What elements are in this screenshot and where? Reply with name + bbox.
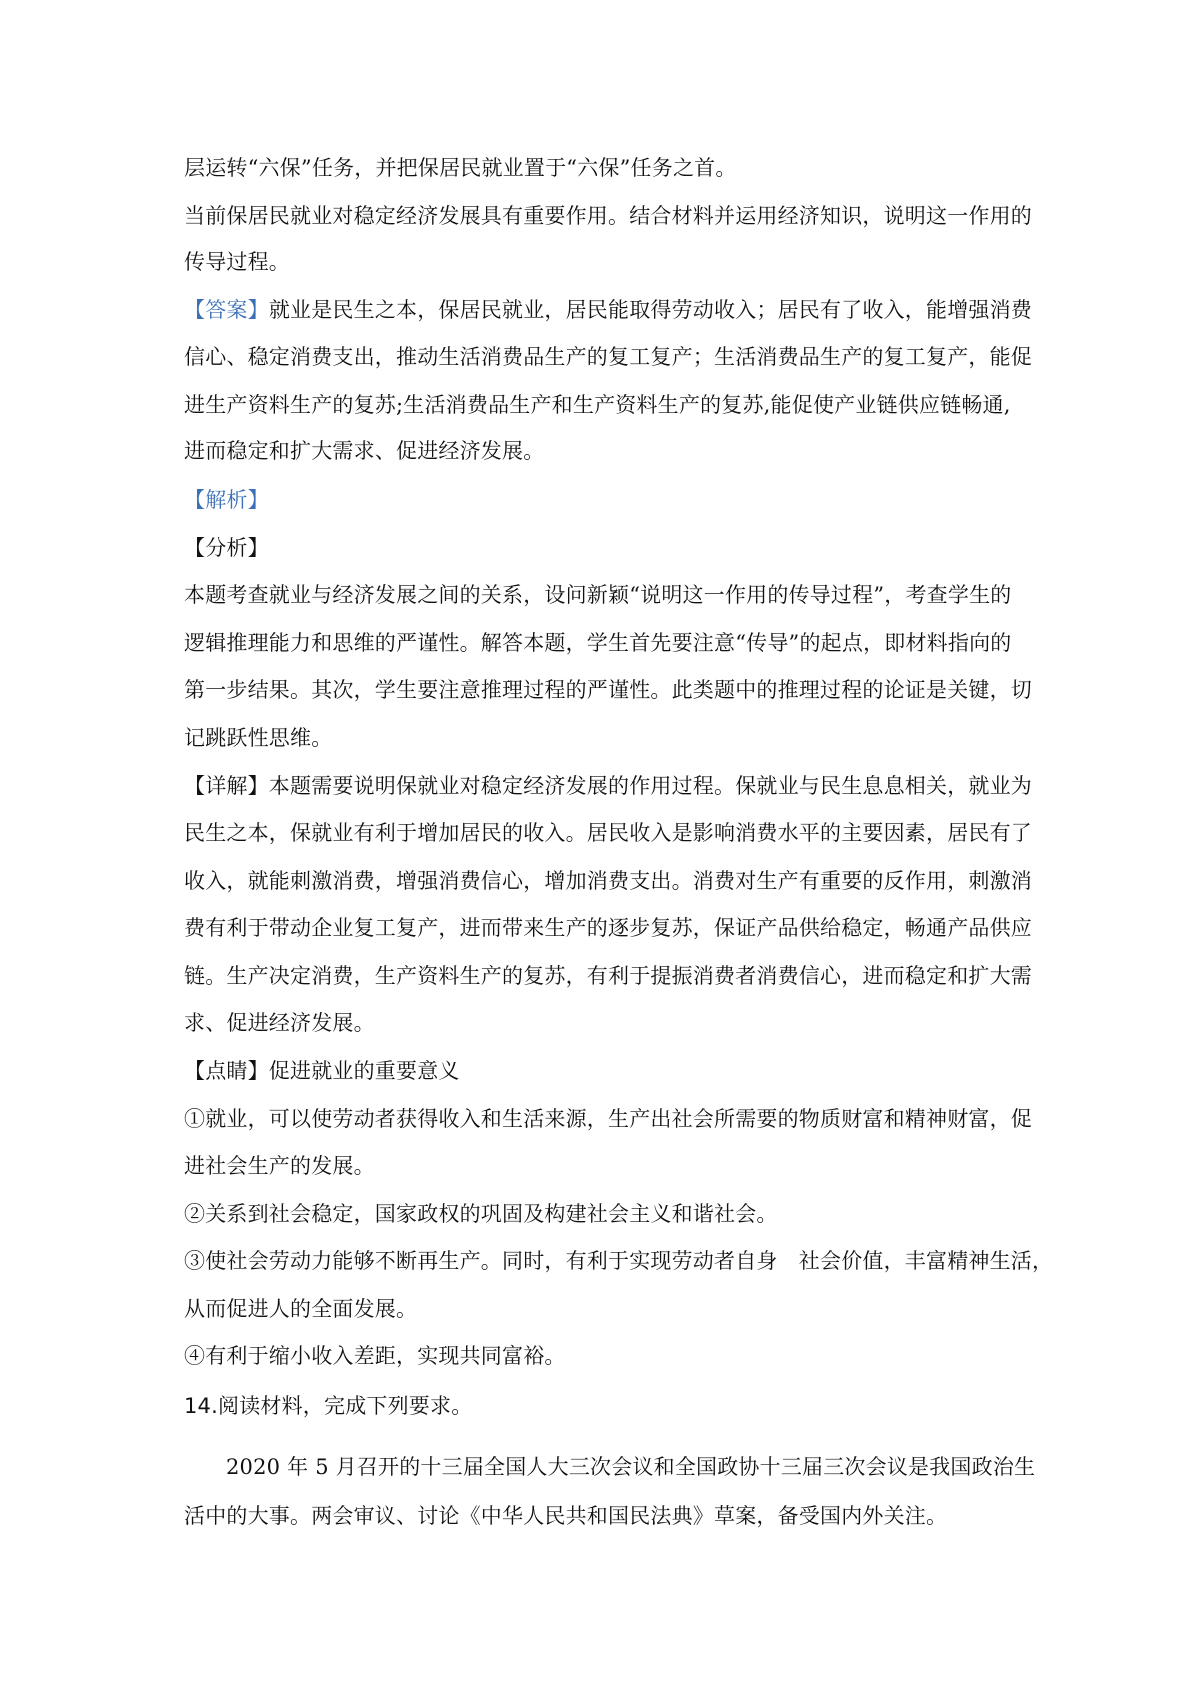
question-number: 14.	[184, 1394, 218, 1418]
text-line-3: 传导过程。	[184, 250, 290, 274]
tip-line-5: 从而促进人的全面发展。	[184, 1297, 418, 1321]
analysis-line-1: 本题考查就业与经济发展之间的关系，设问新颖“说明这一作用的传导过程”，考查学生的	[184, 583, 1012, 607]
answer-label: 【答案】	[184, 298, 269, 322]
text-line-2: 当前保居民就业对稳定经济发展具有重要作用。结合材料并运用经济知识，说明这一作用的	[184, 204, 1032, 228]
detail-line-3: 收入，就能刺激消费，增强消费信心，增加消费支出。消费对生产有重要的反作用，刺激消	[184, 869, 1032, 893]
detail-line-2: 民生之本，保就业有利于增加居民的收入。居民收入是影响消费水平的主要因素，居民有了	[184, 821, 1032, 845]
tip-line-3: ②关系到社会稳定，国家政权的巩固及构建社会主义和谐社会。	[184, 1202, 778, 1226]
tip-heading: 【点睛】促进就业的重要意义	[184, 1059, 460, 1083]
analysis-line-2: 逻辑推理能力和思维的严谨性。解答本题，学生首先要注意“传导”的起点，即材料指向的	[184, 631, 1012, 655]
analysis-line-4: 记跳跃性思维。	[184, 726, 333, 750]
detail-line-4: 费有利于带动企业复工复产，进而带来生产的逐步复苏，保证产品供给稳定，畅通产品供应	[184, 916, 1032, 940]
analysis-line-3: 第一步结果。其次，学生要注意推理过程的严谨性。此类题中的推理过程的论证是关键，切	[184, 678, 1032, 702]
fenxi-heading: 【分析】	[184, 536, 269, 560]
material-line-1: 2020 年 5 月召开的十三届全国人大三次会议和全国政协十三届三次会议是我国政治生	[226, 1455, 1036, 1479]
tip-line-2: 进社会生产的发展。	[184, 1154, 375, 1178]
answer-line-2: 信心、稳定消费支出，推动生活消费品生产的复工复产；生活消费品生产的复工复产，能促	[184, 345, 1032, 369]
analysis-heading	[184, 485, 1024, 515]
analysis-label: 【解析】	[184, 488, 269, 512]
tip-line-6: ④有利于缩小收入差距，实现共同富裕。	[184, 1344, 566, 1368]
tip-line-1: ①就业，可以使劳动者获得收入和生活来源，生产出社会所需要的物质财富和精神财富，促	[184, 1107, 1032, 1131]
answer-line-4: 进而稳定和扩大需求、促进经济发展。	[184, 439, 545, 463]
answer-line-3: 进生产资料生产的复苏;生活消费品生产和生产资料生产的复苏,能促使产业链供应链畅通,	[184, 393, 1011, 417]
answer-line-1	[184, 295, 1033, 325]
question-14	[184, 1391, 1024, 1421]
detail-line-6: 求、促进经济发展。	[184, 1011, 375, 1035]
question-text: 阅读材料，完成下列要求。	[218, 1394, 473, 1418]
tip-line-4: ③使社会劳动力能够不断再生产。同时，有利于实现劳动者自身 社会价值，丰富精神生活，	[184, 1249, 1054, 1273]
text-line-1: 层运转“六保”任务，并把保居民就业置于“六保”任务之首。	[184, 156, 737, 180]
detail-line-5: 链。生产决定消费，生产资料生产的复苏，有利于提振消费者消费信心，进而稳定和扩大需	[184, 964, 1032, 988]
detail-line-1: 【详解】本题需要说明保就业对稳定经济发展的作用过程。保就业与民生息息相关，就业为	[184, 774, 1032, 798]
answer-text: 就业是民生之本，保居民就业，居民能取得劳动收入；居民有了收入，能增强消费	[268, 298, 1033, 322]
material-line-2: 活中的大事。两会审议、讨论《中华人民共和国民法典》草案，备受国内外关注。	[184, 1504, 948, 1528]
